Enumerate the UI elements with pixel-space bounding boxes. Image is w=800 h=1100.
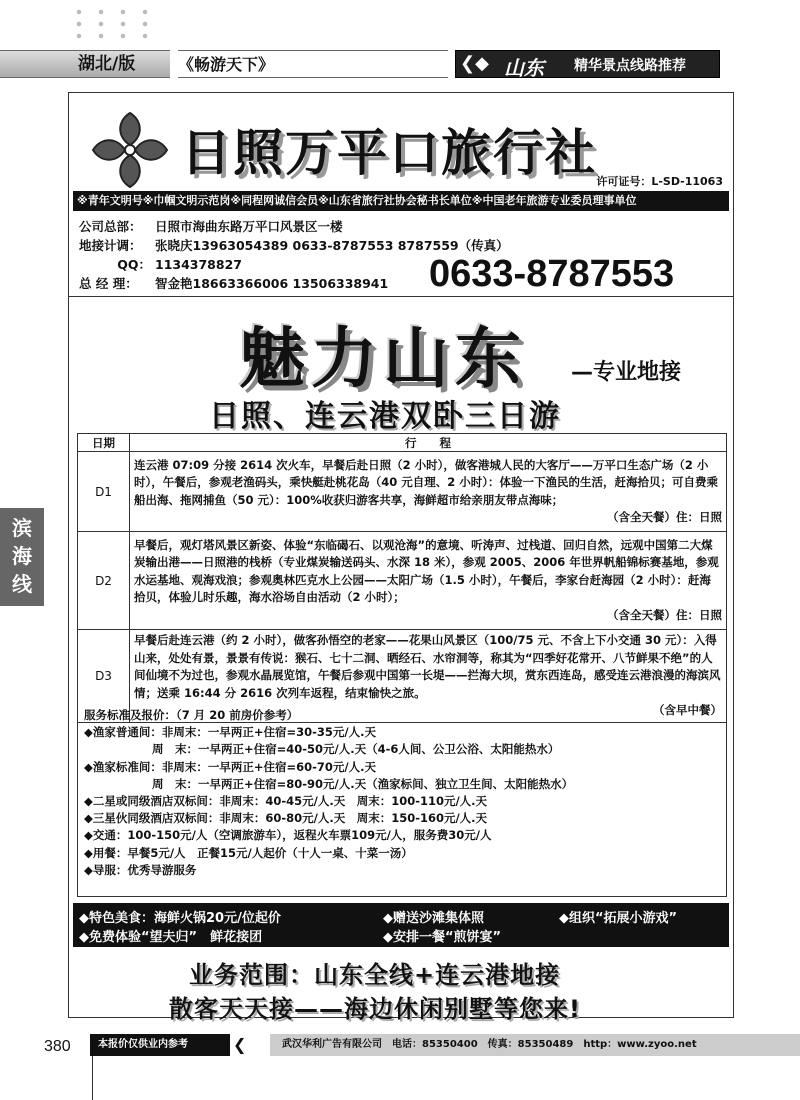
- feature-item: ◆组织“拓展小游戏”: [559, 911, 678, 926]
- features-bar: [73, 903, 729, 947]
- manager-label: 总 经 理：: [79, 276, 138, 291]
- route-text: 连云港 07:09 分接 2614 次火车，早餐后赴日照（2 小时），做客港城人民的大客厅——万平口生态广场（2 小时），午餐后，参观老渔码头，乘快艇赴桃花岛（40 元自理、2 小时）：体验一下渔民的生活，赶海拾贝；可自费乘船出海、拖网捕鱼（50 元）：100%收获归游客共享，海鲜超市给亲朋友带点海味；: [134, 457, 719, 507]
- headline-title: 魅力山东: [239, 320, 527, 397]
- license-number: 许可证号：L-SD-11063: [596, 175, 723, 188]
- table-row: [78, 452, 727, 532]
- feature-item: ◆安排一餐“煎饼宴”: [383, 930, 502, 945]
- route-cell: [130, 532, 727, 630]
- feature-item: ◆赠送沙滩集体照: [383, 911, 484, 926]
- page-number: 380: [44, 1038, 71, 1055]
- footer-publisher: 武汉华利广告有限公司 电话：85350400 传真：85350489 http：www.zyoo.net: [270, 1034, 800, 1056]
- table-row: [78, 532, 727, 630]
- pricing-line: ◆三星伙同级酒店双标间：非周末：60-80元/人.天 周末：150-160元/人.天: [84, 811, 488, 826]
- route-note: （含全天餐）住：日照: [607, 510, 722, 524]
- agency-name: 日照万平口旅行社: [181, 124, 597, 182]
- day-cell: D2: [78, 532, 130, 630]
- day-cell: D1: [78, 452, 130, 532]
- pricing-line: ◆渔家普通间：非周末：一早两正+住宿=30-35元/人.天: [84, 725, 376, 740]
- feature-item: ◆免费体验“望夫归” 鲜花接团: [79, 930, 263, 945]
- pricing-line: 周 末：一早两正+住宿=40-50元/人.天（4-6人间、公卫公浴、太阳能热水）: [152, 742, 560, 757]
- hq-address: 日照市海曲东路万平口风景区一楼: [155, 219, 343, 234]
- side-tab: [0, 508, 44, 606]
- headline-subtitle: —专业地接: [571, 360, 682, 385]
- pricing-line: ◆用餐：早餐5元/人 正餐15元/人起价（十人一桌、十菜一汤）: [84, 845, 413, 860]
- col-route-header: 行 程: [130, 434, 727, 452]
- pricing-title: 服务标准及报价：（7 月 20 前房价参考）: [84, 708, 299, 722]
- top-banner: [0, 50, 800, 78]
- chevron-diamond-icon: ❮◆: [460, 53, 489, 74]
- manager-contact: 智金艳18663366006 13506338941: [155, 276, 389, 291]
- side-tab-label: 滨海线: [12, 516, 32, 596]
- ad-frame: [68, 92, 734, 1023]
- pricing-line: ◆导服：优秀导游服务: [84, 862, 197, 877]
- table-header-row: [78, 434, 727, 452]
- col-day-header: 日期: [78, 434, 130, 452]
- slogan: 散客天天接——海边休闲别墅等您来!: [169, 995, 581, 1023]
- pricing-line: ◆交通：100-150元/人（空调旅游车），返程火车票109元/人，服务费30元/人: [84, 828, 492, 843]
- honors-bar: ※青年文明号※巾帼文明示范岗※同程网诚信会员※山东省旅行社协会秘书长单位※中国老年旅游专业委员理事单位: [73, 191, 729, 211]
- province-title: 山东: [504, 56, 544, 80]
- route-note: （含早中餐）: [653, 703, 722, 717]
- pricing-line: ◆渔家标准间：非周末：一早两正+住宿=60-70元/人.天: [84, 759, 376, 774]
- route-note: （含全天餐）住：日照: [607, 607, 722, 622]
- route-text: 早餐后，观灯塔风景区新姿、体验“东临碣石、以观沧海”的意境、听涛声、过栈道、回归自然，远观中国第二大煤炭输出港——日照港的栈桥（专业煤炭输送码头、水深 18 米），参观 2005、2006 年世界帆船锦标赛基地，参观水运基地、观海戏浪；参观奥林匹克水上公园——太阳广场（1.5 小时），午餐后，李家台赶海园（2 小时）：赶海拾贝，体验儿时乐趣，海水浴场自由活动（2 小时）；: [134, 537, 719, 605]
- qq-label: QQ：: [117, 257, 151, 272]
- feature-item: ◆特色美食：海鲜火锅20元/位起价: [79, 911, 281, 926]
- pricing-block: [77, 705, 727, 897]
- pricing-line: 周 末：一早两正+住宿=80-90元/人.天（渔家标间、独立卫生间、太阳能热水）: [152, 776, 574, 791]
- business-scope: 业务范围：山东全线+连云港地接: [189, 961, 561, 989]
- edition-label: 湖北/版: [0, 50, 170, 78]
- hotline-number: 0633-8787553: [429, 253, 675, 295]
- route-text: 早餐后赴连云港（约 2 小时），做客孙悟空的老家——花果山风景区（100/75 元、不含上下小交通 30 元）：入得山来，处处有景，景景有传说：猴石、七十二洞、晒经石、水帘洞等，称其为“四季好花常开、八节鲜果不绝”的人间仙境不为过也，参观水晶展览馆，午餐后参观中国第一长堤——拦海大坝，赏东西连岛，感受连云港浪漫的海滨风情；送乘 16:44 分 2616 次列车返程，结束愉快之旅。: [134, 633, 721, 700]
- footer-bar: [90, 1034, 800, 1056]
- chevron-left-icon: ❮: [233, 1035, 247, 1054]
- tour-name: 日照、连云港双卧三日游: [209, 399, 561, 434]
- agency-logo-icon: [87, 107, 173, 193]
- itinerary-table: [77, 433, 727, 723]
- decorative-dots: [68, 6, 158, 44]
- recommend-banner: [455, 50, 720, 78]
- recommend-text: 精华景点线路推荐: [574, 58, 686, 74]
- pricing-line: ◆二星或同级酒店双标间：非周末：40-45元/人.天 周末：100-110元/人.天: [84, 794, 488, 809]
- divider: [92, 1056, 93, 1100]
- qq-number: 1134378827: [155, 257, 242, 272]
- planner-contact: 张晓庆13963054389 0633-8787553 8787559（传真）: [155, 238, 509, 253]
- column-title: 《畅游天下》: [178, 50, 448, 78]
- footer-disclaimer: 本报价仅供业内参考: [90, 1034, 230, 1056]
- day-cell: D3: [78, 630, 130, 723]
- divider: [69, 296, 733, 297]
- hq-label: 公司总部：: [79, 219, 142, 234]
- planner-label: 地接计调：: [79, 238, 142, 253]
- route-cell: [130, 452, 727, 532]
